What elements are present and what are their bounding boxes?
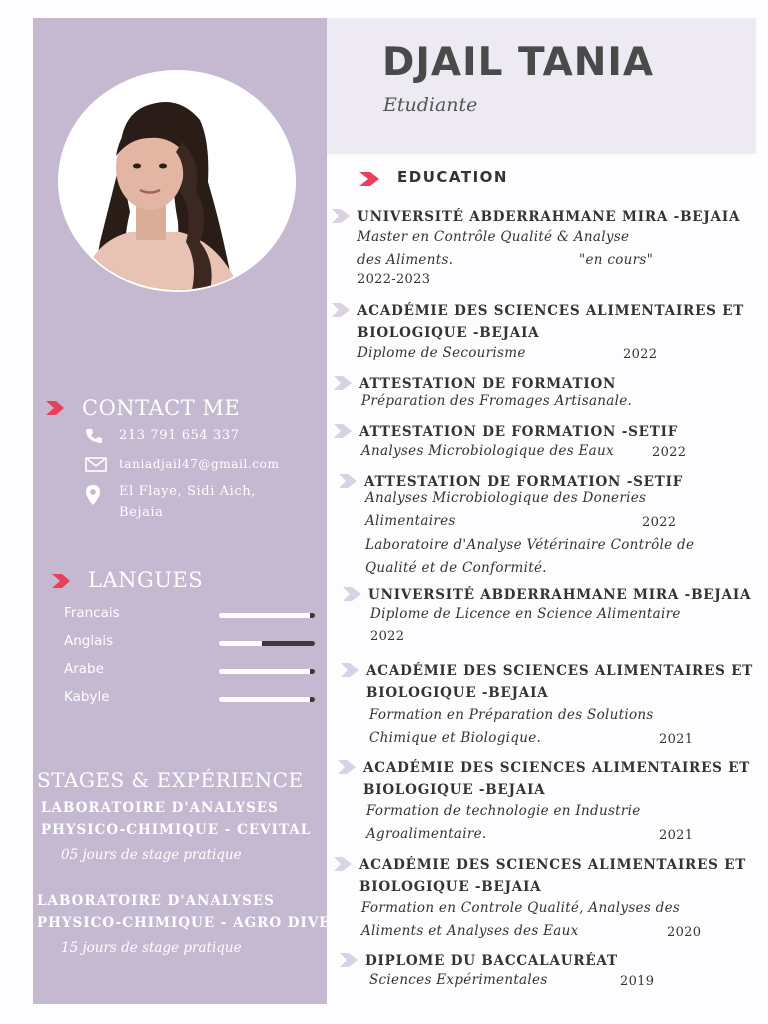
arrow-right-icon [333,856,353,872]
chevron-right-icon [50,572,72,590]
arrow-right-icon [331,208,351,224]
entry-title-line-2: BIOLOGIQUE -BEJAIA [359,879,542,895]
candidate-name: DJAIL TANIA [382,40,655,85]
arrow-right-icon [342,586,362,602]
stage-2-title-line-1: LABORATOIRE D'ANALYSES [37,893,275,909]
stage-1-title-line-1: LABORATOIRE D'ANALYSES [41,800,279,816]
arrow-right-icon [339,952,359,968]
entry-title: UNIVERSITÉ ABDERRAHMANE MIRA -BEJAIA [357,209,741,225]
arrow-right-icon [333,375,353,391]
entry-line: Agroalimentaire. [366,826,487,842]
entry-title-line-1: ACADÉMIE DES SCIENCES ALIMENTAIRES ET [357,303,745,319]
entry-date: 2019 [620,974,655,989]
language-level-remaining [310,669,315,674]
entry-line: Sciences Expérimentales [369,972,548,988]
entry-title-line-1: ACADÉMIE DES SCIENCES ALIMENTAIRES ET [359,857,747,873]
stages-heading: STAGES & EXPÉRIENCE [37,768,304,792]
entry-line: Alimentaires [365,513,456,529]
stage-2-title-line-2: PHYSICO-CHIMIQUE - AGRO DIVE [37,915,331,931]
language-label: Arabe [64,661,104,677]
language-level-bar [219,641,315,646]
stage-1-title-line-2: PHYSICO-CHIMIQUE - CEVITAL [41,822,312,838]
stage-2-description: 15 jours de stage pratique [61,940,242,956]
arrow-right-icon [337,759,357,775]
entry-title: ATTESTATION DE FORMATION -SETIF [359,424,679,440]
entry-line: Formation en Préparation des Solutions [369,707,654,723]
chevron-right-icon [357,170,381,188]
language-label: Kabyle [64,689,110,705]
entry-date: 2020 [667,925,702,940]
entry-line: Diplome de Licence en Science Alimentaire [370,606,681,622]
phone-icon [85,428,103,444]
phone-text: 213 791 654 337 [119,428,240,443]
entry-date: 2021 [659,828,694,843]
entry-line: des Aliments. [357,252,454,268]
chevron-right-icon [44,399,66,417]
language-label: Anglais [64,633,114,649]
entry-title-line-1: ACADÉMIE DES SCIENCES ALIMENTAIRES ET [363,760,751,776]
entry-date: 2022 [370,629,405,644]
entry-line: Chimique et Biologique. [369,730,542,746]
arrow-right-icon [331,302,351,318]
entry-line: Analyses Microbiologique des Doneries [365,490,647,506]
mail-icon [85,457,107,472]
contact-heading: CONTACT ME [82,396,241,420]
location-pin-icon [85,484,101,506]
entry-line: Formation de technologie en Industrie [366,803,641,819]
language-label: Francais [64,605,120,621]
entry-line: Master en Contrôle Qualité & Analyse [357,229,630,245]
language-level-remaining [310,613,315,618]
entry-date: 2022 [623,347,658,362]
profile-photo [60,72,294,290]
entry-line: Laboratoire d'Analyse Vétérinaire Contrôle de [365,537,695,553]
entry-date: 2022 [652,445,687,460]
education-heading: EDUCATION [397,168,508,186]
arrow-right-icon [340,662,360,678]
entry-title-line-2: BIOLOGIQUE -BEJAIA [357,325,540,341]
language-level-remaining [310,697,315,702]
entry-date: 2021 [659,732,694,747]
entry-title-line-2: BIOLOGIQUE -BEJAIA [363,782,546,798]
entry-title-line-1: ACADÉMIE DES SCIENCES ALIMENTAIRES ET [366,663,754,679]
language-level-remaining [262,641,315,646]
languages-heading: LANGUES [88,568,204,592]
entry-status: "en cours" [579,252,654,268]
address-line-1: El Flaye, Sidi Aich, [119,484,257,499]
stage-1-description: 05 jours de stage pratique [61,847,242,863]
language-level-bar [219,669,315,674]
entry-line: Préparation des Fromages Artisanale. [361,393,633,409]
email-text: taniadjail47@gmail.com [119,457,280,471]
arrow-right-icon [333,423,353,439]
language-level-bar [219,613,315,618]
entry-title: ATTESTATION DE FORMATION -SETIF [364,474,684,490]
address-line-2: Bejaia [119,505,164,520]
entry-date: 2022-2023 [357,272,431,287]
entry-title-line-2: BIOLOGIQUE -BEJAIA [366,685,549,701]
entry-line: Aliments et Analyses des Eaux [361,923,579,939]
entry-line: Diplome de Secourisme [357,345,526,361]
entry-line: Analyses Microbiologique des Eaux [361,443,614,459]
entry-title: ATTESTATION DE FORMATION [359,376,617,392]
header-band [327,18,756,154]
entry-line: Formation en Controle Qualité, Analyses des [361,900,681,916]
entry-line: Qualité et de Conformité. [365,560,547,576]
entry-title: UNIVERSITÉ ABDERRAHMANE MIRA -BEJAIA [368,587,752,603]
entry-title: DIPLOME DU BACCALAURÉAT [365,953,618,969]
arrow-right-icon [338,473,358,489]
candidate-role: Etudiante [383,94,478,116]
entry-date: 2022 [642,515,677,530]
language-level-bar [219,697,315,702]
